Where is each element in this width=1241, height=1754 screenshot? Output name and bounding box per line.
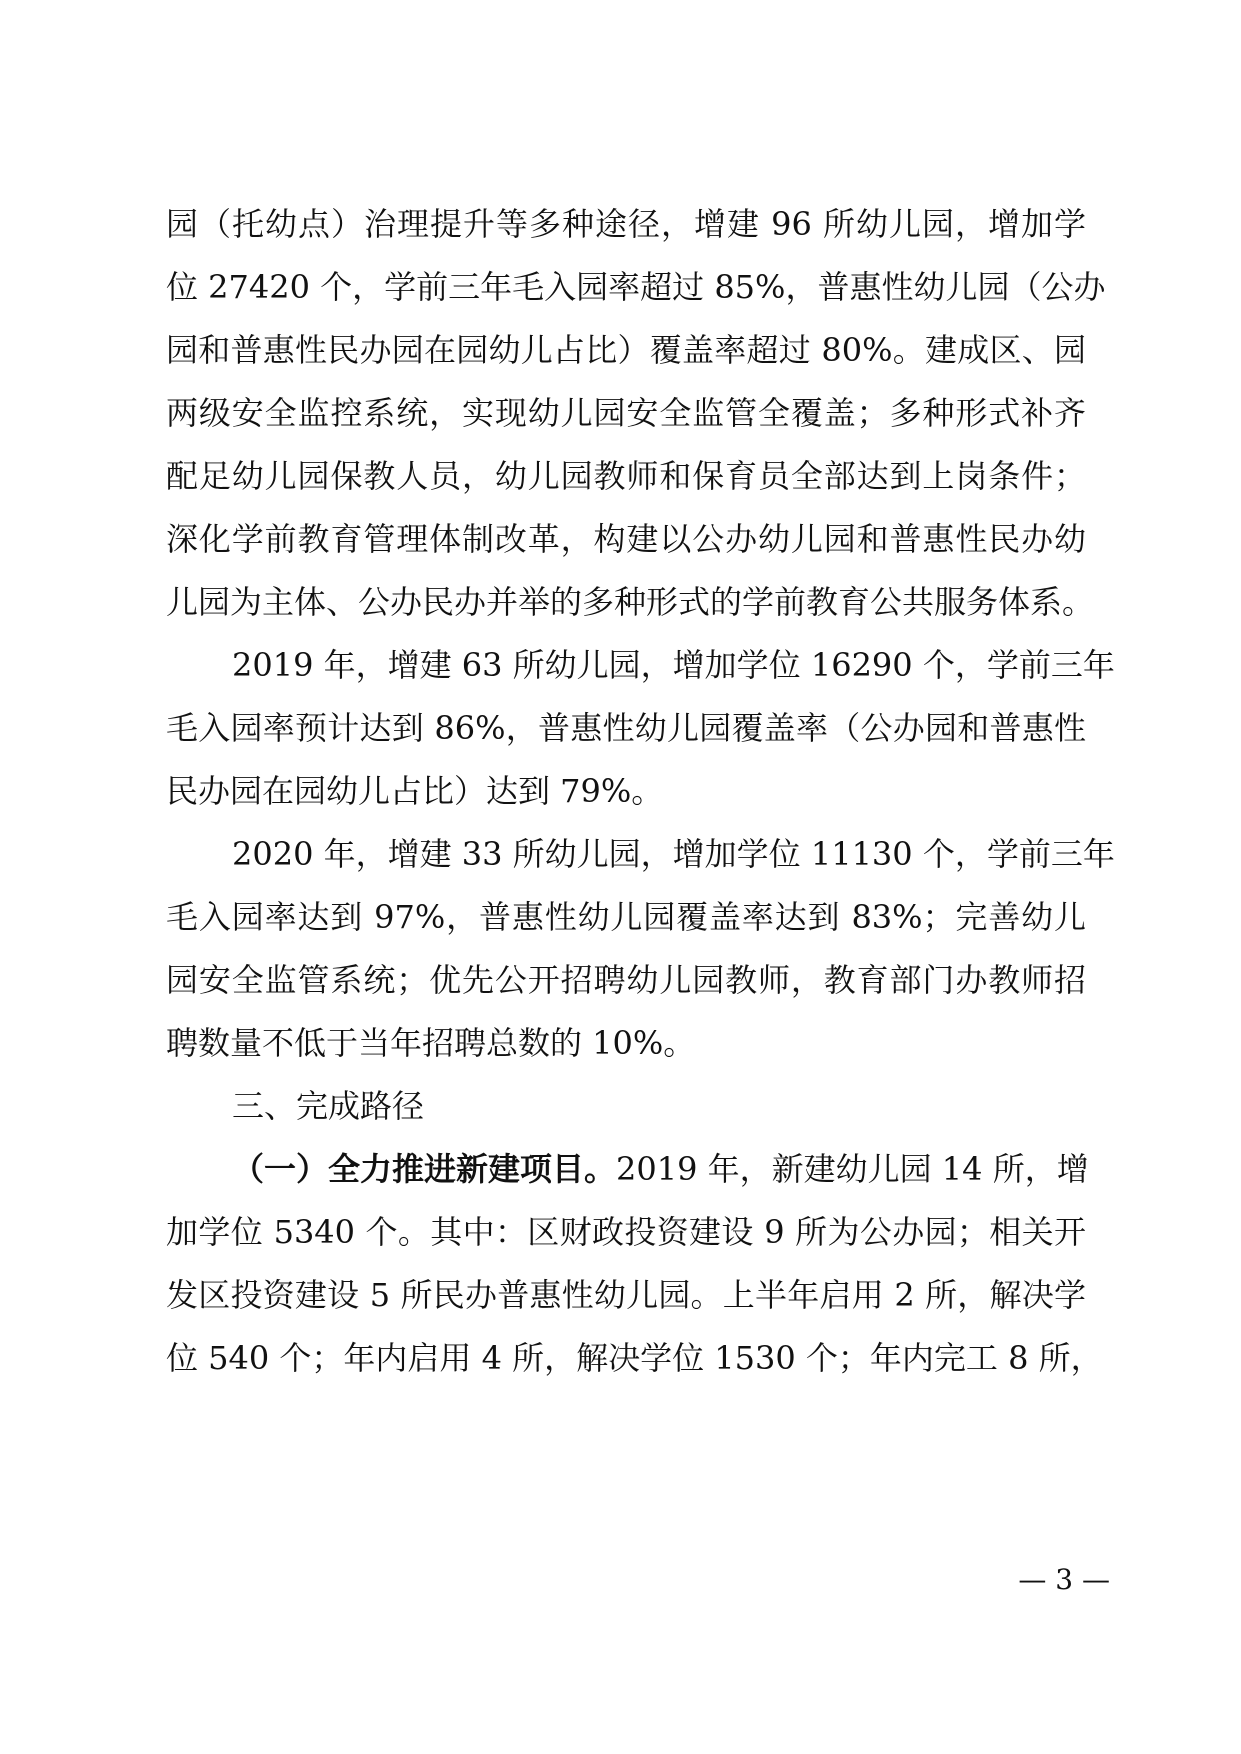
text-line-indented: 2020 年，增建 33 所幼儿园，增加学位 11130 个，学前三年 <box>232 835 1115 873</box>
page-number: — 3 — <box>1018 1563 1110 1596</box>
text-line: 发区投资建设 5 所民办普惠性幼儿园。上半年启用 2 所，解决学 <box>166 1276 1086 1314</box>
text-run: 2019 年，新建幼儿园 14 所，增 <box>616 1150 1089 1188</box>
text-line-indented: 2019 年，增建 63 所幼儿园，增加学位 16290 个，学前三年 <box>232 646 1115 684</box>
text-line: 儿园为主体、公办民办并举的多种形式的学前教育公共服务体系。 <box>166 583 1095 621</box>
section-heading: 三、完成路径 <box>232 1087 425 1125</box>
text-line: 毛入园率达到 97%，普惠性幼儿园覆盖率达到 83%；完善幼儿 <box>166 898 1086 936</box>
text-line: 位 27420 个，学前三年毛入园率超过 85%，普惠性幼儿园（公办 <box>166 268 1106 306</box>
text-line: 民办园在园幼儿占比）达到 79%。 <box>166 772 664 810</box>
text-line: 加学位 5340 个。其中：区财政投资建设 9 所为公办园；相关开 <box>166 1213 1086 1251</box>
text-line: 园和普惠性民办园在园幼儿占比）覆盖率超过 80%。建成区、园 <box>166 331 1086 369</box>
text-line: 配足幼儿园保教人员，幼儿园教师和保育员全部达到上岗条件； <box>166 457 1086 495</box>
text-line: 园安全监管系统；优先公开招聘幼儿园教师，教育部门办教师招 <box>166 961 1086 999</box>
subheading-bold: （一）全力推进新建项目。 <box>232 1150 617 1188</box>
text-line: 园（托幼点）治理提升等多种途径，增建 96 所幼儿园，增加学 <box>166 205 1086 243</box>
text-line: 两级安全监控系统，实现幼儿园安全监管全覆盖；多种形式补齐 <box>166 394 1086 432</box>
text-line: 深化学前教育管理体制改革，构建以公办幼儿园和普惠性民办幼 <box>166 520 1086 558</box>
text-line: 毛入园率预计达到 86%，普惠性幼儿园覆盖率（公办园和普惠性 <box>166 709 1086 747</box>
text-line: 位 540 个；年内启用 4 所，解决学位 1530 个；年内完工 8 所， <box>166 1339 1103 1377</box>
text-line-indented <box>232 1137 1089 1201</box>
text-line: 聘数量不低于当年招聘总数的 10%。 <box>166 1024 696 1062</box>
